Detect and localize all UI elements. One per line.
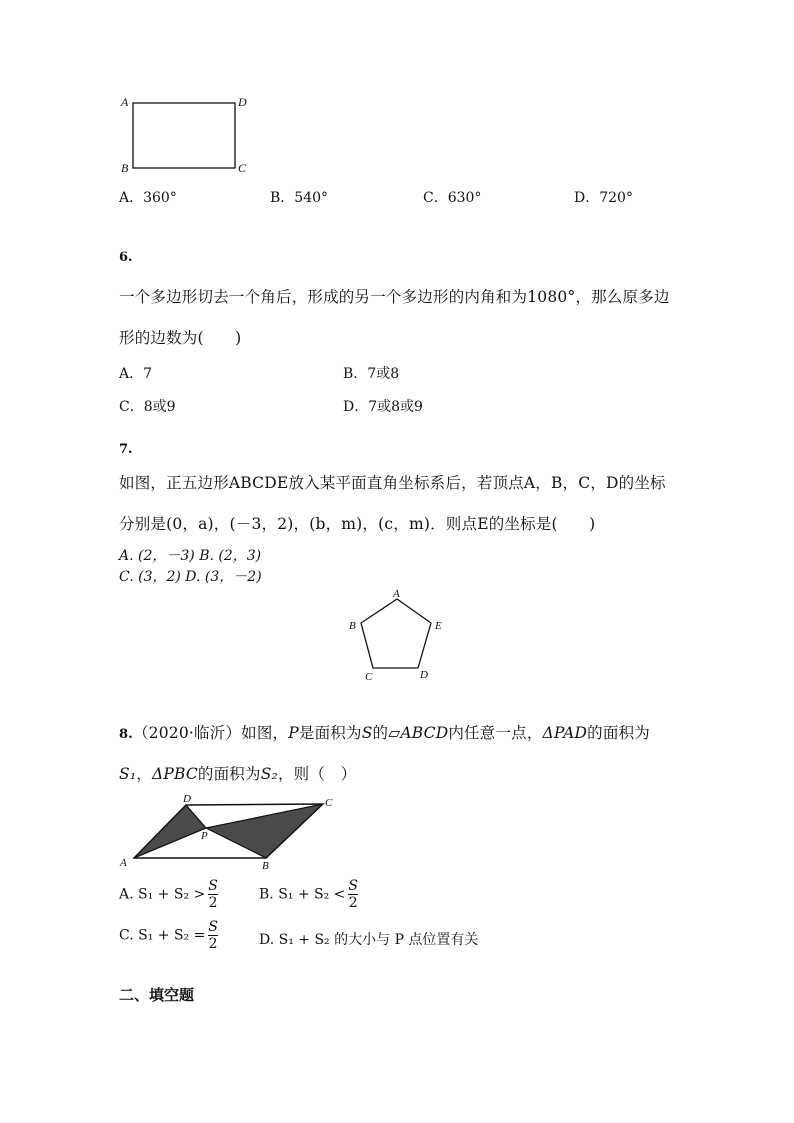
q8-text-part3: 的▱ [372,724,401,742]
q8-text-part8: ，则（ ） [277,765,357,783]
q7-label-c: C [365,671,373,683]
q8-number: 8. [119,727,133,742]
q8-var-pbc: ΔPBC [151,765,198,783]
q6-question-line1: 一个多边形切去一个角后，形成的另一个多边形的内角和为1080°，那么原多边 [119,288,670,306]
q8-parallelogram-figure [120,790,350,875]
q8-text-part4: 内任意一点， [448,724,543,742]
q8-var-s2: S₂ [260,765,278,783]
q5-option-d[interactable]: D．720° [574,190,633,206]
q5-option-a[interactable]: A．360° [119,190,177,206]
q8-label-c: C [325,797,333,809]
q6-option-a[interactable]: A．7 [119,366,153,382]
q7-pentagon-figure [340,590,460,690]
q7-label-b: B [349,620,356,632]
q8-var-p: P [288,724,299,742]
q6-question-line2: 形的边数为( ) [119,329,242,347]
q8-option-c-fraction [208,919,218,952]
q5-option-b[interactable]: B．540° [270,190,329,206]
q8-var-abcd: ABCD [400,724,449,742]
q8-text-part2: 是面积为 [298,724,362,742]
q8-label-p: P [201,830,208,842]
q8-var-s1: S₁ [119,765,137,783]
q5-option-c[interactable]: C．630° [423,190,482,206]
q7-label-a: A [393,588,400,600]
q8-option-b-frac-den: 2 [348,895,358,911]
q5-label-a: A [121,95,129,109]
q8-label-d: D [183,793,191,805]
q8-text-part6: ， [136,765,152,783]
q8-text-part5: 的面积为 [587,724,650,742]
q7-label-d: D [420,669,428,681]
q7-number: 7. [119,442,133,457]
section-title-fill-in: 二、填空题 [119,986,195,1004]
q8-option-a-lhs: A. S₁ + S₂ > [119,886,206,903]
q8-option-d[interactable]: D. S₁ + S₂ 的大小与 P 点位置有关 [259,932,479,948]
q8-option-a-fraction [208,878,218,911]
q8-var-s: S [361,724,373,742]
q5-label-d: D [238,95,247,109]
q8-option-b-frac-num: S [348,878,358,894]
q6-option-d[interactable]: D．7或8或9 [343,399,423,415]
q8-var-pad: ΔPAD [542,724,588,742]
q8-option-b-lhs: B. S₁ + S₂ < [259,886,346,903]
q8-question-line2 [119,762,356,784]
q8-option-c-frac-den: 2 [208,936,218,952]
q7-question-line1: 如图，正五边形ABCDE放入某平面直角坐标系后，若顶点A，B，C，D的坐标 [119,474,666,492]
q8-option-a-frac-den: 2 [208,895,218,911]
q8-text-part1: （2020·临沂）如图， [132,724,289,742]
q7-options-row2[interactable]: C. (3，2) D. (3，－2) [119,569,262,585]
q8-option-c-lhs: C. S₁ + S₂ = [119,927,206,944]
q7-options-row1[interactable]: A. (2，－3) B. (2，3) [119,548,262,564]
q5-rectangle-figure [118,94,258,180]
q8-option-b[interactable] [259,878,358,911]
q6-option-c[interactable]: C．8或9 [119,399,176,415]
q7-label-e: E [435,620,442,632]
q6-option-b[interactable]: B．7或8 [343,366,400,382]
q7-question-line2: 分别是(0，a)，(－3，2)，(b，m)，(c，m)．则点E的坐标是( ) [119,515,596,533]
q8-text-part7: 的面积为 [197,765,261,783]
q8-label-a: A [120,857,127,869]
q8-label-b: B [262,860,269,872]
q8-option-a-frac-num: S [208,878,218,894]
q8-option-c-frac-num: S [208,919,218,935]
q8-question-line1 [119,721,650,743]
q5-label-b: B [121,161,129,175]
q5-label-c: C [238,161,247,175]
q8-option-c[interactable] [119,919,218,952]
q8-option-b-fraction [348,878,358,911]
q8-option-a[interactable] [119,878,218,911]
q6-number: 6. [119,250,133,265]
